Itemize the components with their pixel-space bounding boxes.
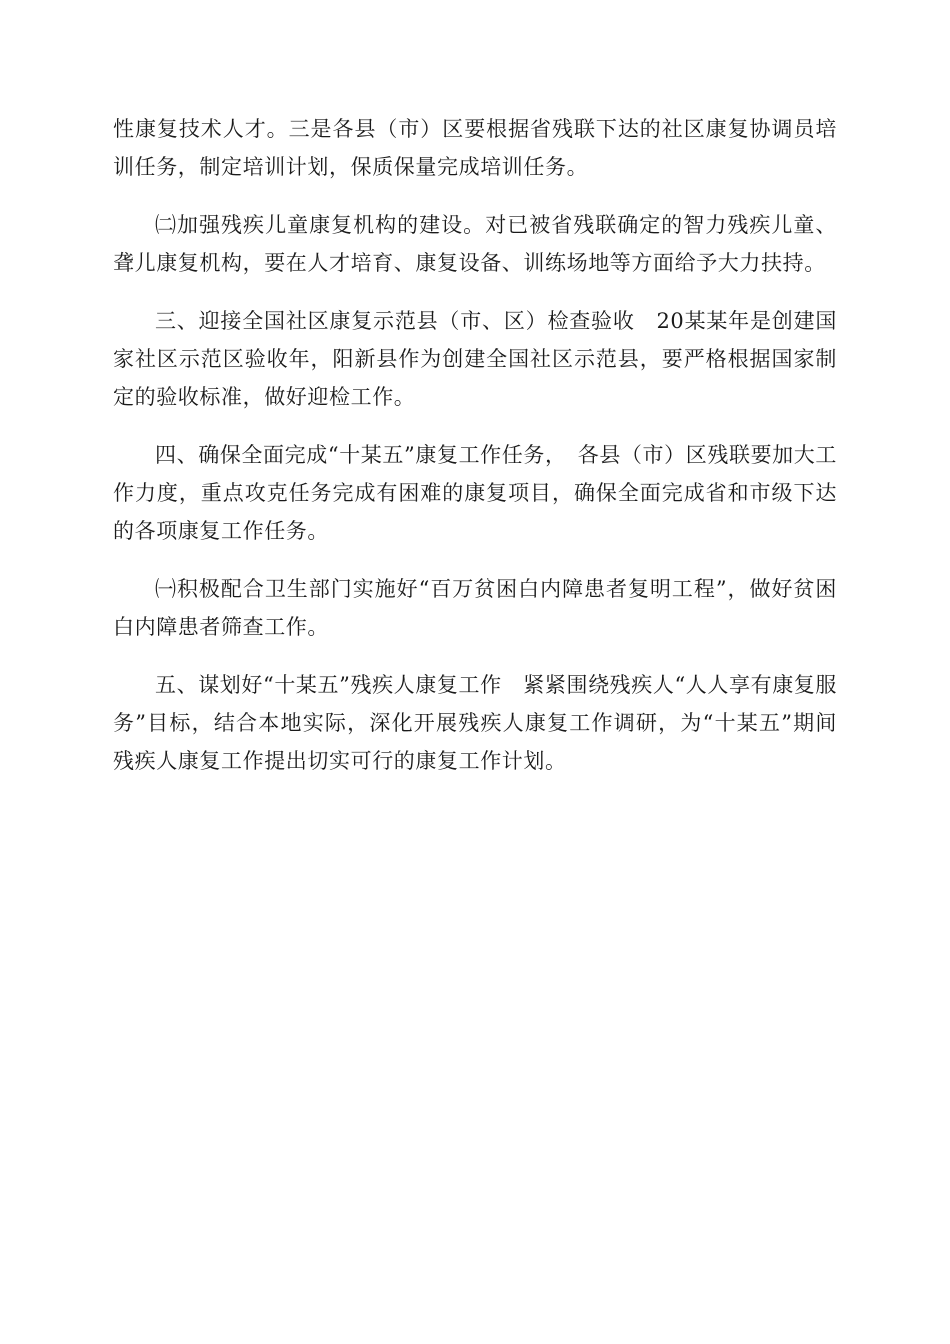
paragraph-section-five: 五、谋划好“十某五”残疾人康复工作 紧紧围绕残疾人“人人享有康复服务”目标，结合本地实际，深化开展残疾人康复工作调研，为“十某五”期间残疾人康复工作提出切实可行的康复工作计划。 [113,673,838,773]
paragraph-section-four: 四、确保全面完成“十某五”康复工作任务， 各县（市）区残联要加大工作力度，重点攻克任务完成有困难的康复项目，确保全面完成省和市级下达的各项康复工作任务。 [113,443,837,543]
paragraph-section-three: 三、迎接全国社区康复示范县（市、区）检查验收 20某某年是创建国家社区示范区验收年，阳新县作为创建全国社区示范县，要严格根据国家制定的验收标准，做好迎检工作。 [113,309,837,409]
paragraph-children-rehab-institutions: ㈡加强残疾儿童康复机构的建设。对已被省残联确定的智力残疾儿童、聋儿康复机构，要在人才培育、康复设备、训练场地等方面给予大力扶持。 [113,213,837,275]
paragraph-cataract-project: ㈠积极配合卫生部门实施好“百万贫困白内障患者复明工程”，做好贫困白内障患者筛查工作。 [113,577,837,639]
paragraph-continuation: 性康复技术人才。三是各县（市）区要根据省残联下达的社区康复协调员培训任务，制定培训计划，保质保量完成培训任务。 [113,117,837,179]
document-body [113,110,837,800]
